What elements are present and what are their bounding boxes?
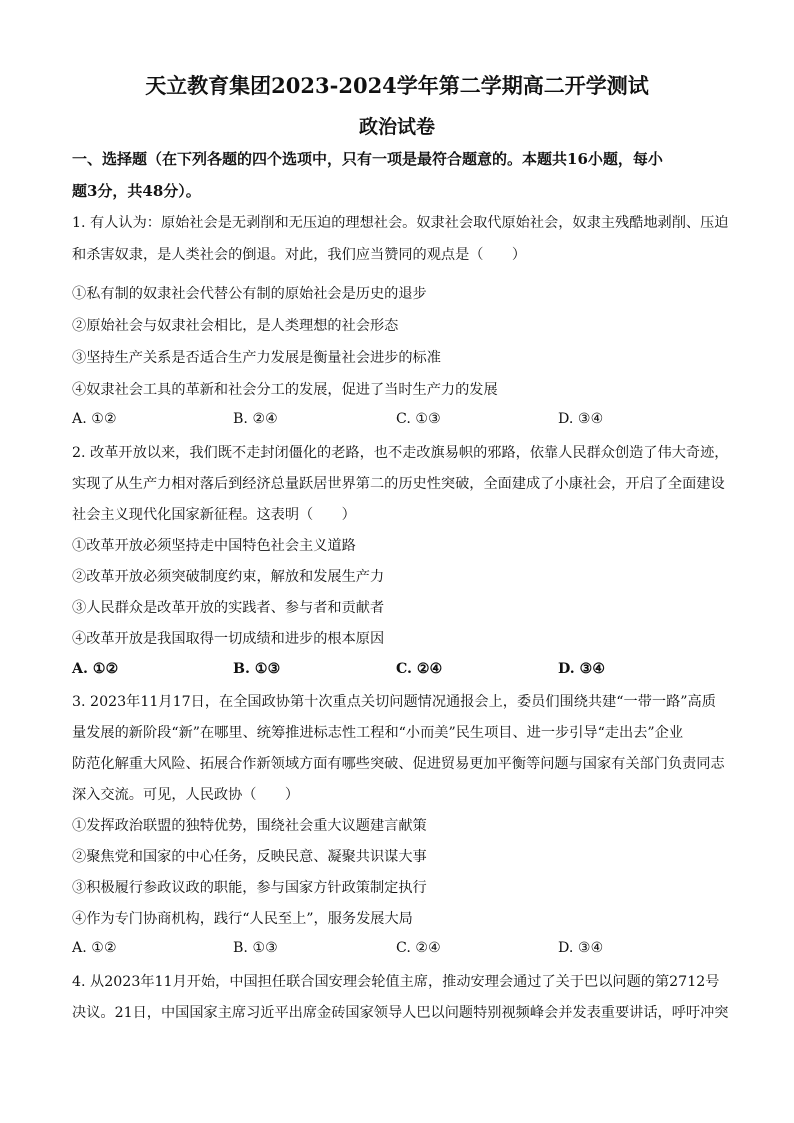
- q2-stem-line-2: 实现了从生产力相对落后到经济总量跃居世界第二的历史性突破，全面建成了小康社会，开启了全面建设: [72, 476, 725, 492]
- q2-option-a: A. ①②: [72, 661, 119, 677]
- q2-stem-line-3: 社会主义现代化国家新征程。这表明（ ）: [72, 507, 356, 523]
- q3-stem-line-4: 深入交流。可见，人民政协（ ）: [72, 787, 300, 803]
- q1-option-c: C. ①③: [396, 411, 441, 427]
- q3-statement-2: ②聚焦党和国家的中心任务，反映民意、凝聚共识谋大事: [72, 849, 427, 865]
- q1-option-b: B. ②④: [233, 411, 278, 427]
- q3-stem-line-3: 防范化解重大风险、拓展合作新领域方面有哪些突破、促进贸易更加平衡等问题与国家有关部门负责同志: [72, 756, 725, 772]
- q3-option-b: B. ①③: [233, 940, 278, 956]
- q2-statement-2: ②改革开放必须突破制度约束，解放和发展生产力: [72, 569, 385, 585]
- q2-statement-3: ③人民群众是改革开放的实践者、参与者和贡献者: [72, 600, 385, 616]
- q3-statement-3: ③积极履行参政议政的职能，参与国家方针政策制定执行: [72, 880, 427, 896]
- q1-statement-2: ②原始社会与奴隶社会相比，是人类理想的社会形态: [72, 318, 399, 334]
- q4-stem-line-2: 决议。21日，中国国家主席习近平出席金砖国家领导人巴以问题特别视频峰会并发表重要讲话，呼吁冲突: [72, 1005, 729, 1021]
- q2-stem-line-1: 2. 改革开放以来，我们既不走封闭僵化的老路，也不走改旗易帜的邪路，依靠人民群众创造了伟大奇迹，: [72, 445, 729, 461]
- q3-stem-line-1: 3. 2023年11月17日，在全国政协第十次重点关切问题情况通报会上，委员们围绕共建“一带一路”高质: [72, 694, 716, 710]
- q1-stem-line-1: 1. 有人认为：原始社会是无剥削和无压迫的理想社会。奴隶社会取代原始社会，奴隶主残酷地剥削、压迫: [72, 215, 729, 231]
- q3-option-d: D. ③④: [558, 940, 604, 956]
- q1-option-d: D. ③④: [558, 411, 604, 427]
- q3-option-a: A. ①②: [72, 940, 117, 956]
- q1-option-a: A. ①②: [72, 411, 117, 427]
- q1-statement-1: ①私有制的奴隶社会代替公有制的原始社会是历史的退步: [72, 286, 427, 302]
- q1-stem-line-2: 和杀害奴隶，是人类社会的倒退。对此，我们应当赞同的观点是（ ）: [72, 247, 527, 263]
- exam-subtitle: 政治试卷: [358, 116, 435, 138]
- q2-option-b: B. ①③: [233, 661, 281, 677]
- q3-option-c: C. ②④: [396, 940, 441, 956]
- exam-title: 天立教育集团2023-2024学年第二学期高二开学测试: [145, 73, 649, 98]
- q3-statement-1: ①发挥政治联盟的独特优势，围绕社会重大议题建言献策: [72, 818, 427, 834]
- section-heading-line-2: 题3分，共48分）。: [72, 182, 201, 200]
- q1-statement-4: ④奴隶社会工具的革新和社会分工的发展，促进了当时生产力的发展: [72, 382, 498, 398]
- q4-stem-line-1: 4. 从2023年11月开始，中国担任联合国安理会轮值主席，推动安理会通过了关于巴以问题的第2712号: [72, 974, 720, 990]
- q1-statement-3: ③坚持生产关系是否适合生产力发展是衡量社会进步的标准: [72, 350, 441, 366]
- q2-option-d: D. ③④: [558, 661, 606, 677]
- section-heading-line-1: 一、选择题（在下列各题的四个选项中，只有一项是最符合题意的。本题共16小题，每小: [72, 150, 663, 168]
- q3-statement-4: ④作为专门协商机构，践行“人民至上”，服务发展大局: [72, 911, 413, 927]
- q2-option-c: C. ②④: [396, 661, 443, 677]
- q2-statement-1: ①改革开放必须坚持走中国特色社会主义道路: [72, 538, 356, 554]
- q2-statement-4: ④改革开放是我国取得一切成绩和进步的根本原因: [72, 631, 385, 647]
- q3-stem-line-2: 量发展的新阶段“新”在哪里、统筹推进标志性工程和“小而美”民生项目、进一步引导“走出去”企业: [72, 725, 684, 741]
